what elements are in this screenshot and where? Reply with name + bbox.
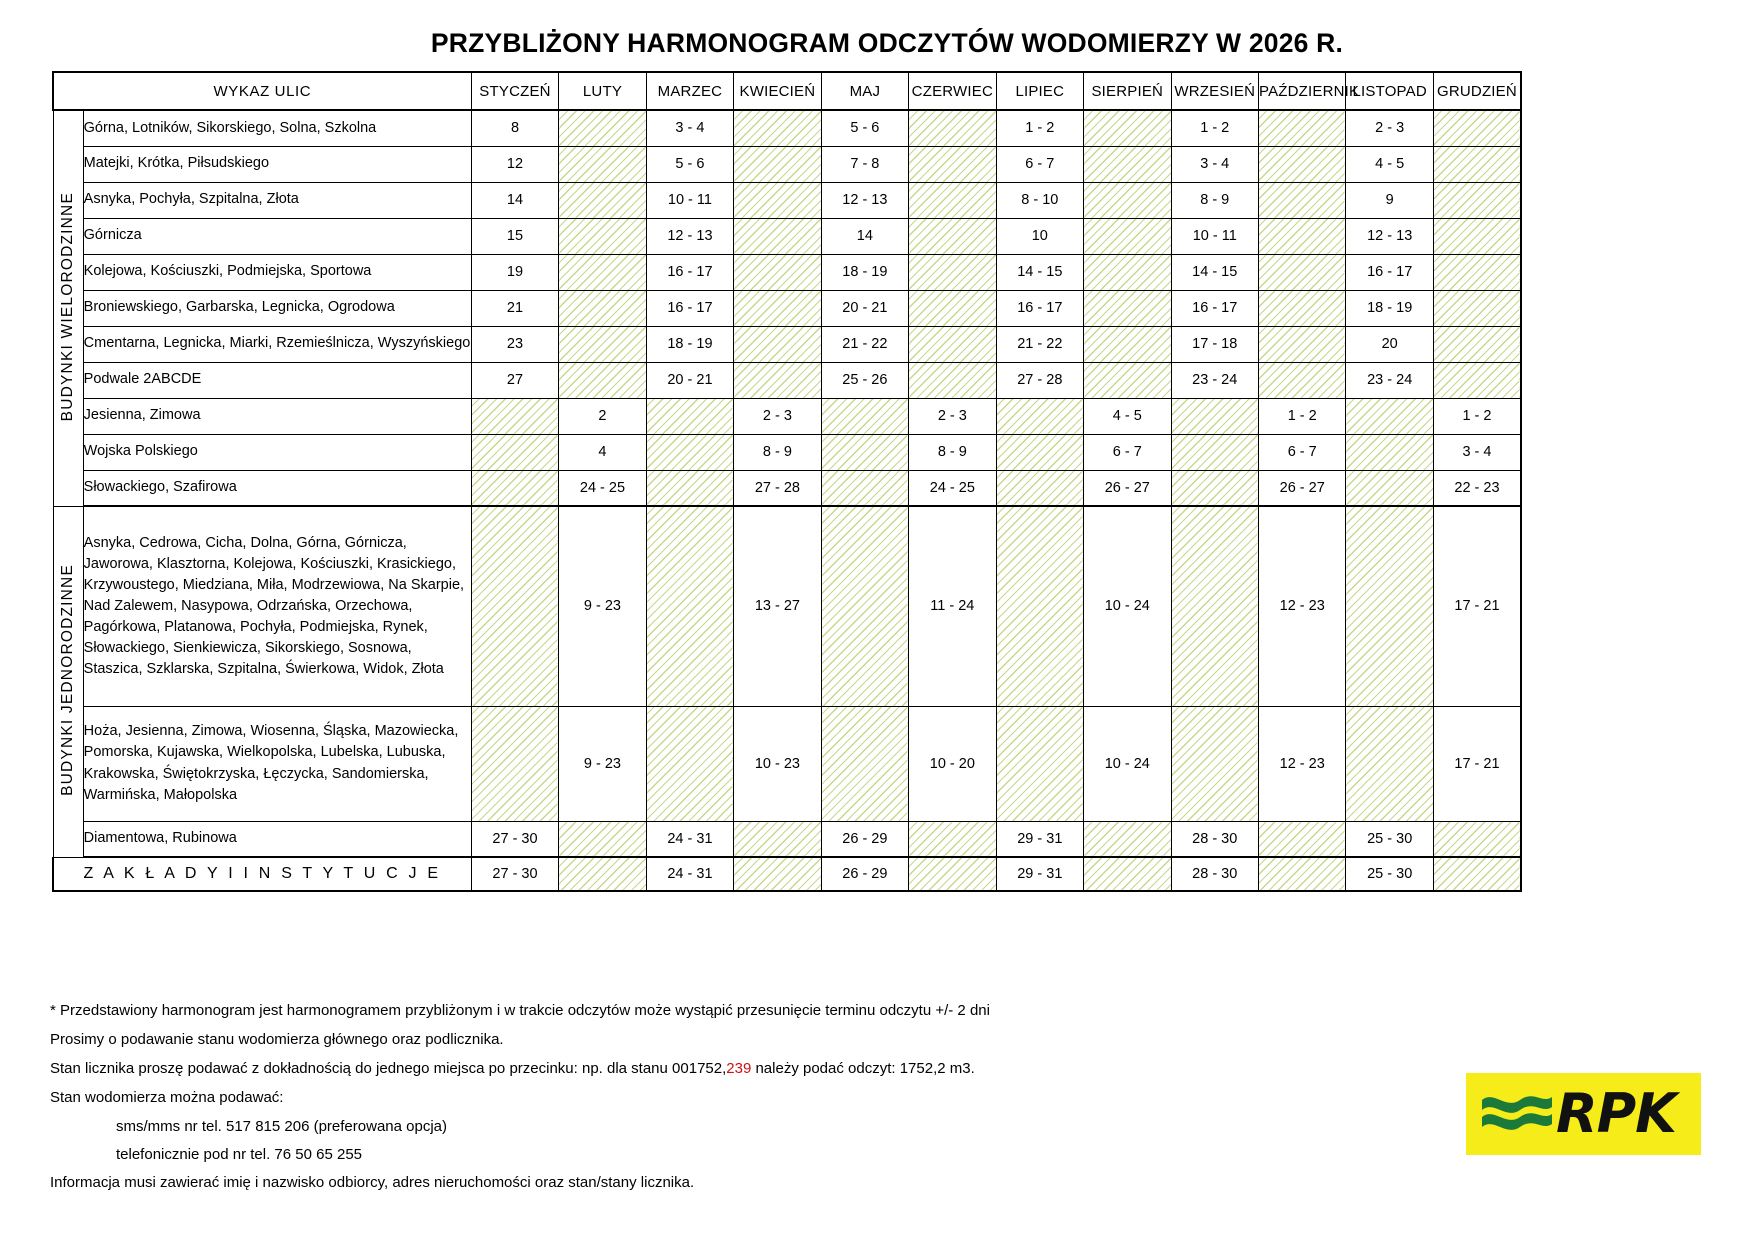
month-cell: 8 [471, 110, 558, 146]
month-cell [909, 821, 996, 857]
month-cell: 9 - 23 [559, 706, 646, 821]
month-cell [1171, 398, 1258, 434]
logo-text: RPK [1556, 1082, 1677, 1145]
month-cell: 26 - 29 [821, 821, 908, 857]
month-cell: 14 - 15 [1171, 254, 1258, 290]
month-cell [1433, 290, 1521, 326]
month-cell [559, 110, 646, 146]
month-cell [734, 110, 821, 146]
table-row [53, 470, 1521, 506]
month-cell [646, 434, 733, 470]
month-cell: 17 - 21 [1433, 706, 1521, 821]
month-cell [1346, 434, 1433, 470]
month-cell [559, 857, 646, 891]
column-header-month-9: WRZESIEŃ [1171, 72, 1258, 110]
month-cell [821, 398, 908, 434]
month-cell: 10 - 11 [1171, 218, 1258, 254]
streets-cell: Diamentowa, Rubinowa [83, 821, 471, 857]
table-body [53, 110, 1521, 891]
streets-cell: Hoża, Jesienna, Zimowa, Wiosenna, Śląska, Mazowiecka, Pomorska, Kujawska, Wielkopolska, Lubelska, Lubuska, Krakowska, Świętokrzyska, Łęczycka, Sandomierska, Warmińska, Małopolska [83, 706, 471, 821]
streets-cell: Jesienna, Zimowa [83, 398, 471, 434]
month-cell [996, 434, 1083, 470]
month-cell [646, 398, 733, 434]
month-cell: 27 - 30 [471, 857, 558, 891]
month-cell: 21 - 22 [996, 326, 1083, 362]
month-cell [471, 434, 558, 470]
note-line-4: Stan wodomierza można podawać: [50, 1089, 284, 1106]
streets-cell: Słowackiego, Szafirowa [83, 470, 471, 506]
month-cell [734, 857, 821, 891]
month-cell: 25 - 30 [1346, 821, 1433, 857]
month-cell: 3 - 4 [646, 110, 733, 146]
month-cell [1433, 362, 1521, 398]
month-cell [1433, 146, 1521, 182]
table-row [53, 821, 1521, 857]
streets-cell: Asnyka, Pochyła, Szpitalna, Złota [83, 182, 471, 218]
column-header-streets: WYKAZ ULIC [53, 72, 471, 110]
month-cell [646, 706, 733, 821]
column-header-month-3: MARZEC [646, 72, 733, 110]
month-cell [1084, 182, 1171, 218]
month-cell: 1 - 2 [1433, 398, 1521, 434]
month-cell [1258, 326, 1345, 362]
month-cell [1171, 706, 1258, 821]
table-header [53, 72, 1521, 110]
month-cell: 19 [471, 254, 558, 290]
streets-cell: Asnyka, Cedrowa, Cicha, Dolna, Górna, Górnicza, Jaworowa, Klasztorna, Kolejowa, Kościuszki, Krasickiego, Krzywoustego, Miedziana, Miła, Modrzewiowa, Na Skarpie, Nad Zalewem, Nasypowa, Odrzańska, Orzechowa, Pagórkowa, Platanowa, Pochyła, Podmiejska, Rynek, Słowackiego, Sienkiewicza, Sikorskiego, Sosnowa, Staszica, Szklarska, Szpitalna, Świerkowa, Widok, Złota [83, 506, 471, 706]
month-cell [734, 821, 821, 857]
month-cell: 5 - 6 [646, 146, 733, 182]
streets-cell: Matejki, Krótka, Piłsudskiego [83, 146, 471, 182]
month-cell: 15 [471, 218, 558, 254]
month-cell: 28 - 30 [1171, 857, 1258, 891]
table-row [53, 706, 1521, 821]
month-cell: 26 - 27 [1084, 470, 1171, 506]
month-cell [471, 706, 558, 821]
streets-cell: Broniewskiego, Garbarska, Legnicka, Ogrodowa [83, 290, 471, 326]
month-cell [1171, 506, 1258, 706]
month-cell [1258, 821, 1345, 857]
note-line-6: telefonicznie pod nr tel. 76 50 65 255 [116, 1146, 363, 1163]
month-cell: 13 - 27 [734, 506, 821, 706]
group-label-wielorodzinne [53, 110, 83, 506]
month-cell: 27 - 28 [996, 362, 1083, 398]
month-cell [909, 110, 996, 146]
month-cell [996, 506, 1083, 706]
month-cell: 8 - 10 [996, 182, 1083, 218]
zaklady-label: Z A K Ł A D Y I I N S T Y T U C J E [53, 857, 471, 891]
month-cell [1084, 821, 1171, 857]
column-header-month-1: STYCZEŃ [471, 72, 558, 110]
month-cell: 16 - 17 [646, 290, 733, 326]
month-cell: 9 [1346, 182, 1433, 218]
month-cell: 14 - 15 [996, 254, 1083, 290]
table-row [53, 146, 1521, 182]
header-row [53, 72, 1521, 110]
month-cell [1171, 434, 1258, 470]
month-cell [1258, 218, 1345, 254]
month-cell [996, 470, 1083, 506]
note-line-5: sms/mms nr tel. 517 815 206 (preferowana opcja) [116, 1118, 447, 1135]
month-cell: 18 - 19 [646, 326, 733, 362]
schedule-table-wrapper [52, 71, 1522, 892]
month-cell: 8 - 9 [734, 434, 821, 470]
month-cell [1346, 506, 1433, 706]
month-cell: 18 - 19 [1346, 290, 1433, 326]
month-cell [471, 506, 558, 706]
column-header-month-10: PAŹDZIERNIK [1258, 72, 1345, 110]
column-header-month-12: GRUDZIEŃ [1433, 72, 1521, 110]
month-cell: 3 - 4 [1433, 434, 1521, 470]
streets-cell: Górnicza [83, 218, 471, 254]
month-cell: 21 - 22 [821, 326, 908, 362]
note-line-1: * Przedstawiony harmonogram jest harmonogramem przybliżonym i w trakcie odczytów może wystąpić przesunięcie terminu odczytu +/- 2 dni [50, 1002, 990, 1019]
month-cell [559, 182, 646, 218]
month-cell [821, 506, 908, 706]
group-label-text: BUDYNKI JEDNORODZINNE [59, 563, 77, 796]
month-cell: 12 - 23 [1258, 706, 1345, 821]
month-cell [1258, 146, 1345, 182]
month-cell [734, 182, 821, 218]
month-cell [1258, 110, 1345, 146]
table-row-zaklady [53, 857, 1521, 891]
month-cell [1433, 182, 1521, 218]
month-cell [559, 218, 646, 254]
month-cell: 11 - 24 [909, 506, 996, 706]
column-header-month-7: LIPIEC [996, 72, 1083, 110]
column-header-month-8: SIERPIEŃ [1084, 72, 1171, 110]
month-cell [1084, 110, 1171, 146]
month-cell: 29 - 31 [996, 857, 1083, 891]
streets-cell: Cmentarna, Legnicka, Miarki, Rzemieślnicza, Wyszyńskiego [83, 326, 471, 362]
table-row [53, 254, 1521, 290]
table-row [53, 182, 1521, 218]
month-cell [559, 326, 646, 362]
streets-cell: Górna, Lotników, Sikorskiego, Solna, Szkolna [83, 110, 471, 146]
month-cell: 20 [1346, 326, 1433, 362]
month-cell: 17 - 21 [1433, 506, 1521, 706]
month-cell: 14 [821, 218, 908, 254]
month-cell: 29 - 31 [996, 821, 1083, 857]
month-cell: 10 - 20 [909, 706, 996, 821]
month-cell: 12 - 13 [821, 182, 908, 218]
month-cell [646, 506, 733, 706]
month-cell [996, 398, 1083, 434]
month-cell: 24 - 25 [909, 470, 996, 506]
month-cell [1084, 254, 1171, 290]
month-cell: 10 - 24 [1084, 506, 1171, 706]
month-cell: 8 - 9 [909, 434, 996, 470]
month-cell [734, 254, 821, 290]
month-cell: 25 - 30 [1346, 857, 1433, 891]
streets-cell: Podwale 2ABCDE [83, 362, 471, 398]
month-cell [1084, 362, 1171, 398]
group-label-jednorodzinne [53, 506, 83, 857]
month-cell: 16 - 17 [1346, 254, 1433, 290]
month-cell [1084, 218, 1171, 254]
month-cell: 10 [996, 218, 1083, 254]
note-line-2: Prosimy o podawanie stanu wodomierza głównego oraz podlicznika. [50, 1031, 504, 1048]
month-cell [1258, 362, 1345, 398]
table-row [53, 362, 1521, 398]
month-cell [559, 146, 646, 182]
month-cell [1084, 290, 1171, 326]
note-line-3 [50, 1061, 1450, 1076]
month-cell [1346, 706, 1433, 821]
month-cell: 16 - 17 [1171, 290, 1258, 326]
month-cell [1433, 254, 1521, 290]
note-line-7: Informacja musi zawierać imię i nazwisko odbiorcy, adres nieruchomości oraz stan/stany licznika. [50, 1174, 695, 1191]
table-row [53, 290, 1521, 326]
month-cell: 27 - 30 [471, 821, 558, 857]
column-header-month-6: CZERWIEC [909, 72, 996, 110]
month-cell: 3 - 4 [1171, 146, 1258, 182]
month-cell: 10 - 23 [734, 706, 821, 821]
title-year: 2026 [1248, 28, 1309, 58]
month-cell: 2 [559, 398, 646, 434]
month-cell [909, 182, 996, 218]
month-cell [1433, 110, 1521, 146]
month-cell [1084, 857, 1171, 891]
rpk-logo [1466, 1073, 1701, 1155]
month-cell: 18 - 19 [821, 254, 908, 290]
month-cell [559, 254, 646, 290]
month-cell: 23 - 24 [1346, 362, 1433, 398]
month-cell: 1 - 2 [1258, 398, 1345, 434]
month-cell: 23 [471, 326, 558, 362]
table-row [53, 326, 1521, 362]
month-cell [471, 470, 558, 506]
month-cell: 4 [559, 434, 646, 470]
schedule-table [52, 71, 1522, 892]
month-cell [1258, 254, 1345, 290]
month-cell [1433, 326, 1521, 362]
month-cell [909, 218, 996, 254]
month-cell [1346, 470, 1433, 506]
streets-cell: Wojska Polskiego [83, 434, 471, 470]
month-cell: 1 - 2 [1171, 110, 1258, 146]
notes-section [50, 1003, 1450, 1204]
month-cell: 10 - 24 [1084, 706, 1171, 821]
month-cell [734, 290, 821, 326]
table-row [53, 218, 1521, 254]
month-cell: 20 - 21 [646, 362, 733, 398]
month-cell [1258, 182, 1345, 218]
month-cell: 28 - 30 [1171, 821, 1258, 857]
month-cell: 26 - 27 [1258, 470, 1345, 506]
month-cell [734, 218, 821, 254]
month-cell: 20 - 21 [821, 290, 908, 326]
month-cell: 24 - 31 [646, 857, 733, 891]
month-cell: 12 [471, 146, 558, 182]
table-row [53, 434, 1521, 470]
month-cell [734, 326, 821, 362]
month-cell: 16 - 17 [646, 254, 733, 290]
month-cell [559, 362, 646, 398]
month-cell: 2 - 3 [1346, 110, 1433, 146]
month-cell [909, 290, 996, 326]
note-line-3-decimals: 239 [726, 1060, 752, 1077]
month-cell: 6 - 7 [1084, 434, 1171, 470]
month-cell [559, 290, 646, 326]
month-cell [734, 146, 821, 182]
month-cell [1084, 146, 1171, 182]
column-header-month-4: KWIECIEŃ [734, 72, 821, 110]
month-cell: 7 - 8 [821, 146, 908, 182]
month-cell [1433, 218, 1521, 254]
table-row [53, 506, 1521, 706]
month-cell: 1 - 2 [996, 110, 1083, 146]
month-cell [821, 470, 908, 506]
month-cell: 2 - 3 [734, 398, 821, 434]
waves-icon [1480, 1088, 1554, 1140]
month-cell: 5 - 6 [821, 110, 908, 146]
month-cell: 24 - 25 [559, 470, 646, 506]
month-cell [471, 398, 558, 434]
month-cell [909, 146, 996, 182]
month-cell: 16 - 17 [996, 290, 1083, 326]
month-cell [909, 326, 996, 362]
month-cell: 12 - 13 [646, 218, 733, 254]
month-cell: 4 - 5 [1084, 398, 1171, 434]
month-cell [1433, 821, 1521, 857]
month-cell: 27 [471, 362, 558, 398]
month-cell [996, 706, 1083, 821]
month-cell [1258, 857, 1345, 891]
column-header-month-5: MAJ [821, 72, 908, 110]
month-cell: 6 - 7 [1258, 434, 1345, 470]
table-row [53, 110, 1521, 146]
month-cell: 27 - 28 [734, 470, 821, 506]
group-label-text: BUDYNKI WIELORODZINNE [59, 191, 77, 421]
month-cell: 12 - 13 [1346, 218, 1433, 254]
month-cell [1258, 290, 1345, 326]
month-cell: 6 - 7 [996, 146, 1083, 182]
month-cell [909, 362, 996, 398]
table-row [53, 398, 1521, 434]
page-title [0, 0, 1754, 59]
column-header-month-11: LISTOPAD [1346, 72, 1433, 110]
note-line-3a: Stan licznika proszę podawać z dokładnością do jednego miejsca po przecinku: np. dla stanu 001752, [50, 1060, 727, 1077]
month-cell [559, 821, 646, 857]
month-cell [909, 254, 996, 290]
month-cell [821, 434, 908, 470]
month-cell: 25 - 26 [821, 362, 908, 398]
month-cell: 10 - 11 [646, 182, 733, 218]
month-cell: 24 - 31 [646, 821, 733, 857]
month-cell: 2 - 3 [909, 398, 996, 434]
month-cell: 14 [471, 182, 558, 218]
month-cell: 12 - 23 [1258, 506, 1345, 706]
month-cell [1433, 857, 1521, 891]
month-cell: 17 - 18 [1171, 326, 1258, 362]
streets-cell: Kolejowa, Kościuszki, Podmiejska, Sportowa [83, 254, 471, 290]
month-cell: 22 - 23 [1433, 470, 1521, 506]
month-cell [821, 706, 908, 821]
month-cell [909, 857, 996, 891]
month-cell [734, 362, 821, 398]
title-prefix: PRZYBLIŻONY HARMONOGRAM ODCZYTÓW WODOMIERZY W [430, 28, 1249, 58]
month-cell: 8 - 9 [1171, 182, 1258, 218]
month-cell: 26 - 29 [821, 857, 908, 891]
month-cell [1171, 470, 1258, 506]
month-cell [646, 470, 733, 506]
month-cell [1084, 326, 1171, 362]
month-cell: 23 - 24 [1171, 362, 1258, 398]
note-line-3b: należy podać odczyt: 1752,2 m3. [751, 1060, 975, 1077]
month-cell: 21 [471, 290, 558, 326]
column-header-month-2: LUTY [559, 72, 646, 110]
month-cell: 4 - 5 [1346, 146, 1433, 182]
title-suffix: R. [1308, 28, 1344, 58]
month-cell [1346, 398, 1433, 434]
month-cell: 9 - 23 [559, 506, 646, 706]
